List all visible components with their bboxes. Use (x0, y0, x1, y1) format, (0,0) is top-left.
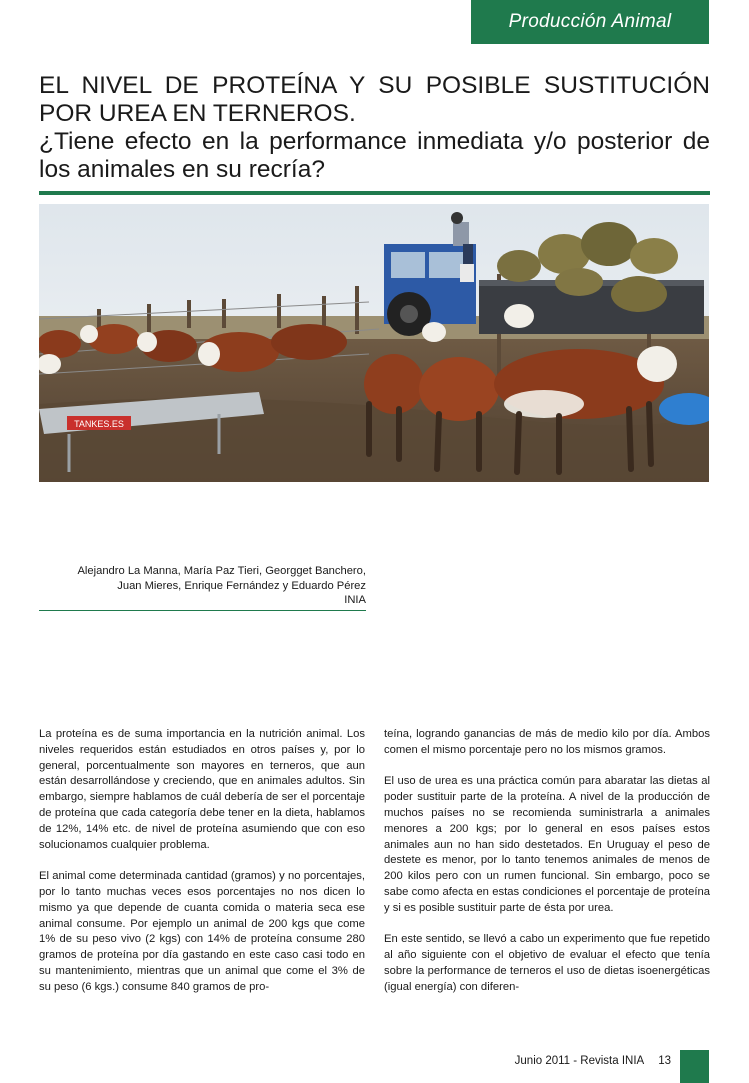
section-label: Producción Animal (508, 11, 672, 32)
trough-sign: TANKES.ES (74, 419, 124, 429)
page-footer (515, 1055, 671, 1067)
author-line-2: Juan Mieres, Enrique Fernández y Eduardo Pérez (117, 579, 366, 592)
paragraph: El animal come determinada cantidad (gramos) y no porcentajes, por lo tanto muchas veces esos porcentajes no nos dicen lo mismo ya que depende de cuanta comida o materia seca ese animal consume. Por ejemplo un animal de 200 kgs que come 1% de su peso vivo (2 kgs) con 14% de proteína consume 280 gramos de proteína por día gastando en este caso casi todo en su mantenimiento, mientras que un animal que come el 3% de su peso (6 kgs.) consume 840 gramos de pro- (39, 870, 365, 993)
paragraph: teína, logrando ganancias de más de medio kilo por día. Ambos comen el mismo porcentaje pero no los mismos gramos. (384, 728, 710, 756)
author-affiliation: INIA (344, 594, 366, 606)
title-divider (39, 191, 710, 195)
title-line-2: POR UREA EN TERNEROS. (39, 100, 356, 127)
paragraph: En este sentido, se llevó a cabo un experimento que fue repetido al año siguiente con el objetivo de evaluar el efecto que tenía sobre la performance de terneros el uso de dietas isoenergéticas (igual energía) con diferen- (384, 933, 710, 993)
cattle-feeding-photo (39, 204, 709, 482)
paragraph: El uso de urea es una práctica común para abaratar las dietas al poder sustituir parte de la proteína. A nivel de la producción de muchos países no se recomienda suministrarla a animales menores a 200 kgs; por lo general en esos países estos animales aun no han sido destetados. En Uruguay el peso de destete es menor, por lo tanto tenemos animales de menos de 200 kilos pero con un rumen funcional. Sin embargo, poco se sabe como afecta en estas condiciones el porcentaje de proteína y si es posible sustituir parte de ésta por urea. (384, 775, 710, 914)
author-credits (39, 564, 366, 608)
body-column-right (384, 727, 710, 996)
article-title (39, 72, 710, 184)
title-line-1: EL NIVEL DE PROTEÍNA Y SU POSIBLE SUSTITUCIÓN (39, 72, 710, 99)
section-header-tab (471, 0, 709, 44)
issue-label: Junio 2011 - Revista INIA (514, 1055, 645, 1067)
body-column-left (39, 727, 365, 996)
page-number: 13 (658, 1055, 671, 1067)
authors-divider (39, 610, 366, 611)
subtitle-line-1: ¿Tiene efecto en la performance inmediata y/o posterior de (39, 128, 710, 155)
author-line-1: Alejandro La Manna, María Paz Tieri, Georgget Banchero, (77, 565, 366, 577)
paragraph: La proteína es de suma importancia en la nutrición animal. Los niveles requeridos están estudiados en otros países y, por lo general, porcentualmente son mayores en terneros, que aun están desarrollándose y creciendo, que en animales adultos. Sin embargo, siempre hablamos de cuál debería de ser el porcentaje de proteína que cada categoría debe tener en la dieta, hablamos de 12%, 14% etc. de nivel de proteína asumiendo que con eso solucionamos cualquier problema. (39, 728, 365, 851)
footer-accent-box (680, 1050, 709, 1083)
subtitle-line-2: los animales en su recría? (39, 156, 325, 183)
